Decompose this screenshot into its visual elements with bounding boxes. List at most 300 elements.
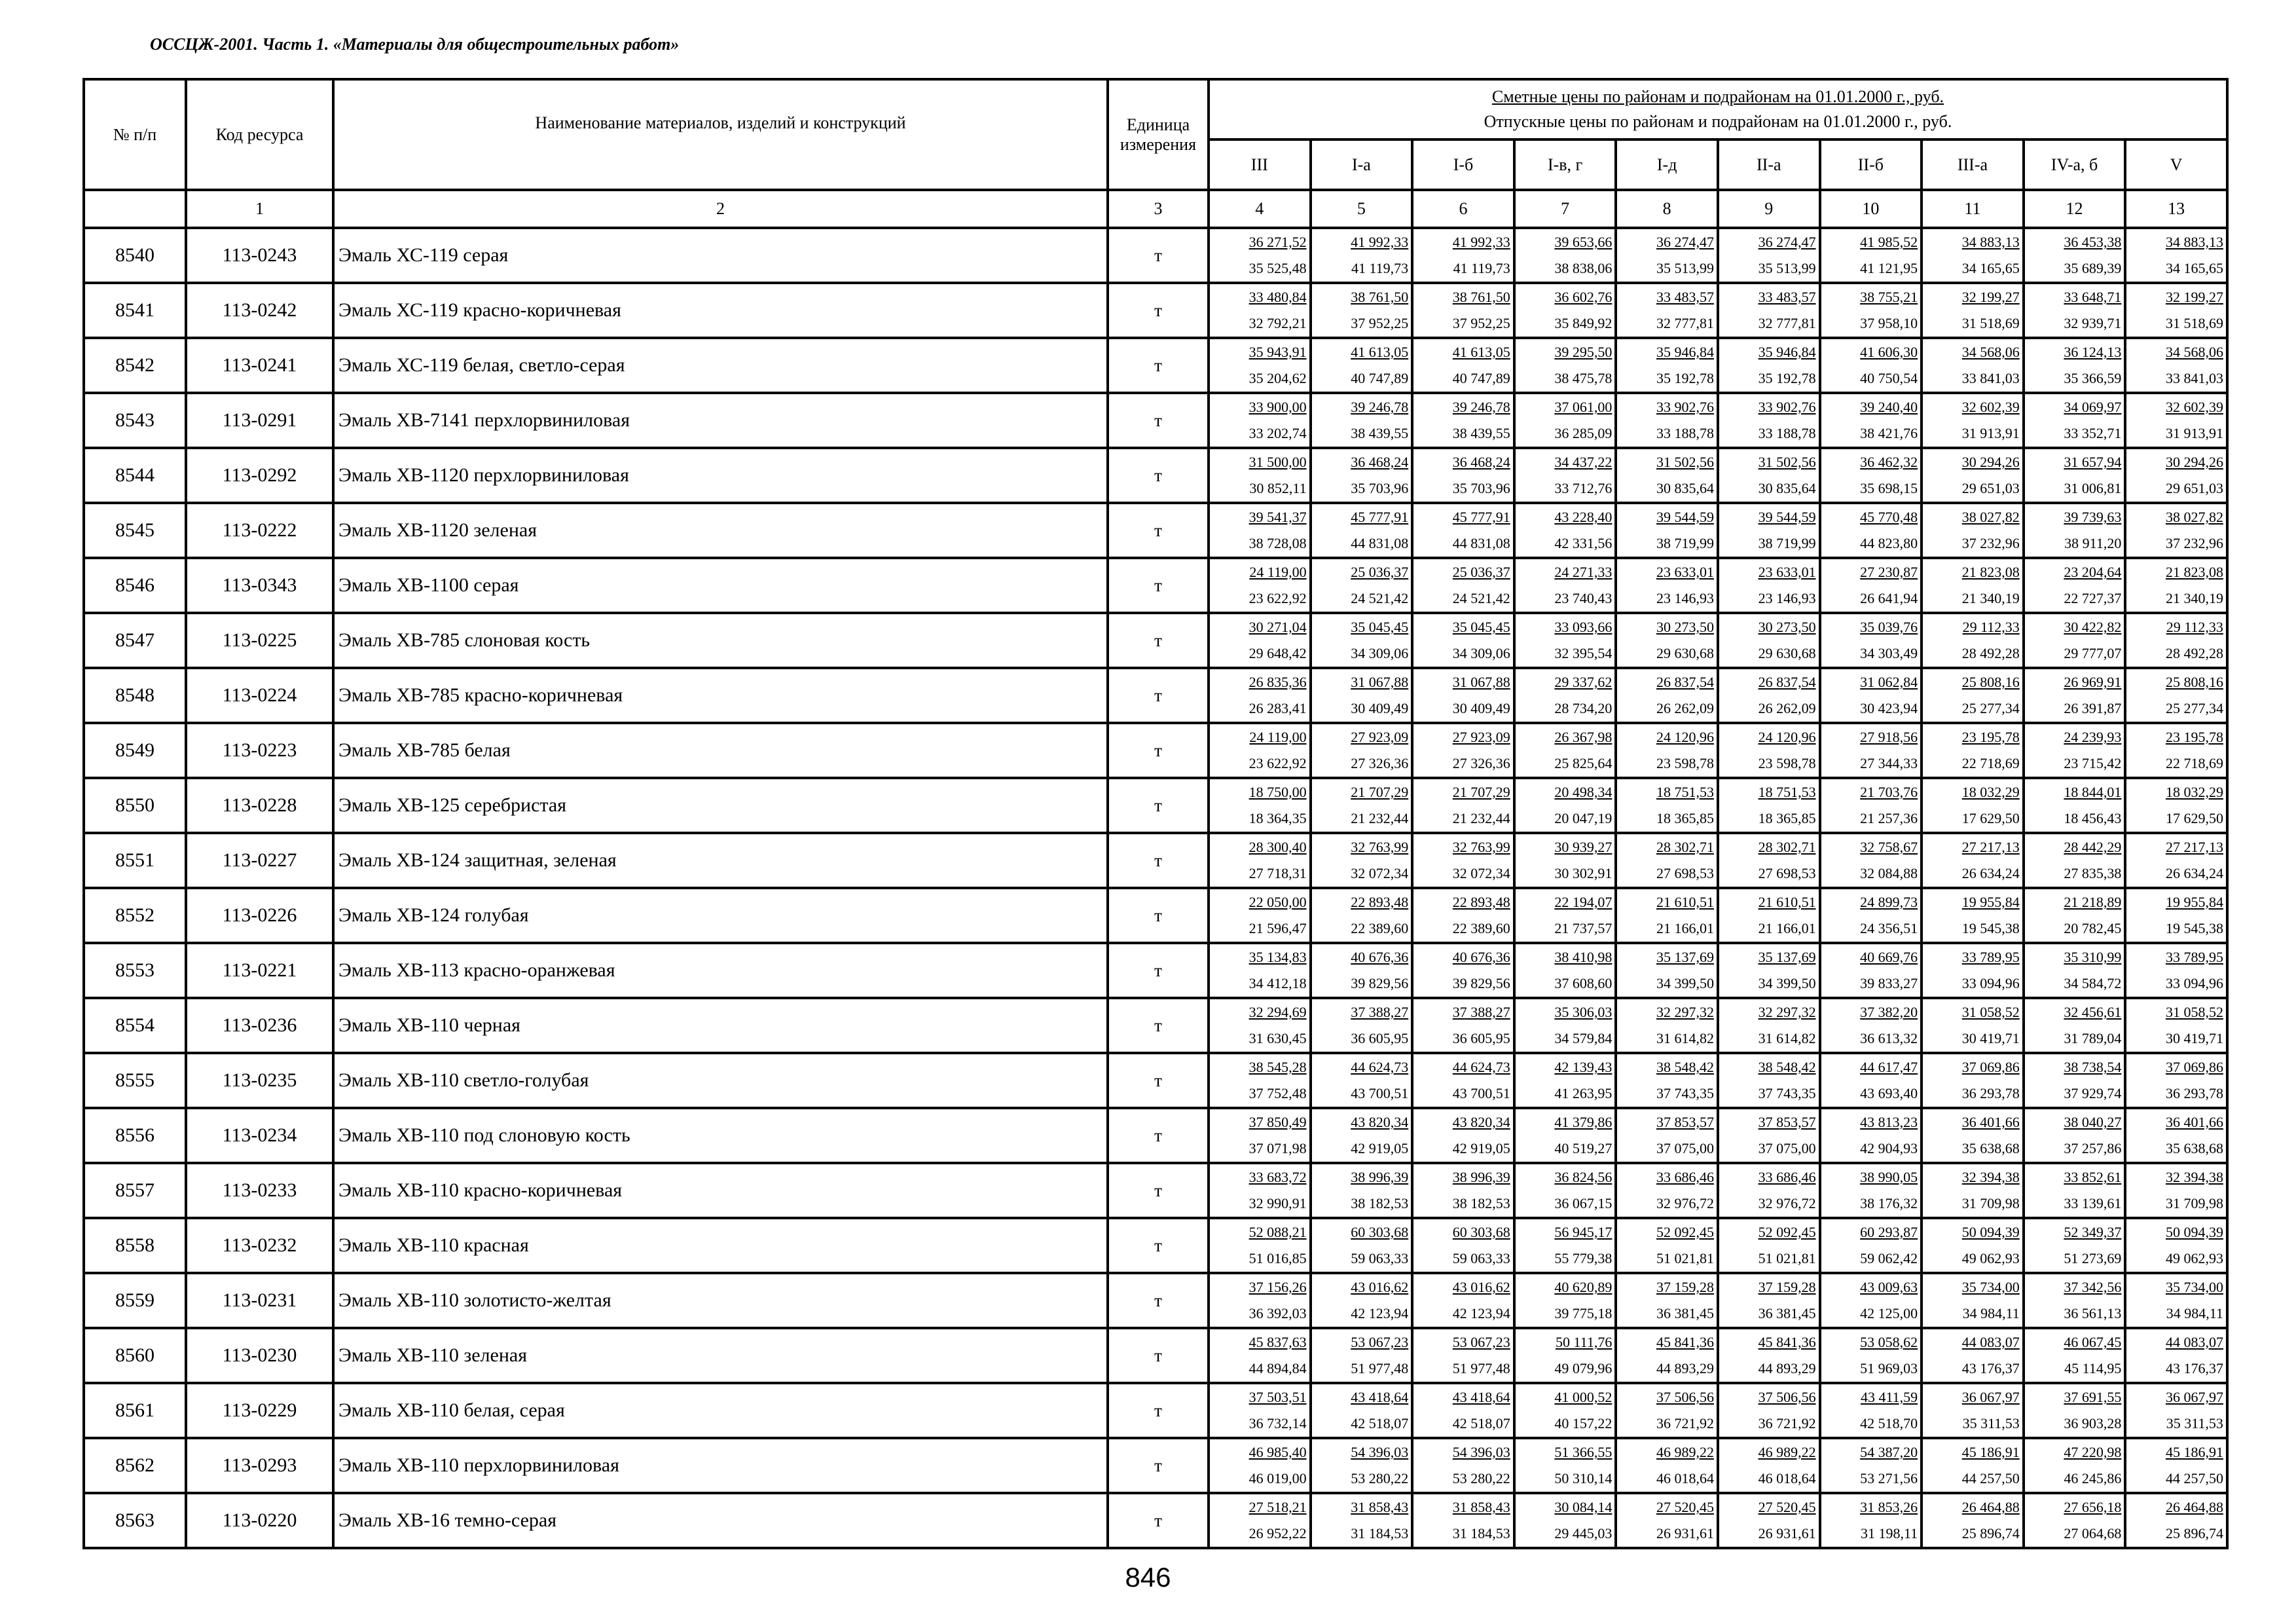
selling-price: 38 439,55 [1452,425,1510,441]
price-cell [1719,1109,1821,1162]
selling-price: 35 703,96 [1452,480,1510,496]
estimate-price: 38 410,98 [1554,949,1613,965]
estimate-price: 38 996,39 [1452,1169,1510,1185]
estimate-price: 33 686,46 [1758,1169,1816,1185]
price-cell [2025,229,2127,282]
selling-price: 31 630,45 [1248,1030,1307,1046]
table-row [84,998,2227,1053]
colnum-5: 5 [1312,191,1414,227]
estimate-price: 21 823,08 [2165,564,2223,580]
price-cell [1617,284,1719,337]
selling-price: 35 311,53 [2166,1415,2223,1431]
selling-price: 34 303,49 [1860,645,1918,661]
price-cell [1923,559,2025,612]
selling-price: 26 391,87 [2064,700,2122,716]
price-cells [1209,1493,2227,1548]
unit: т [1108,1328,1209,1383]
estimate-price: 36 271,52 [1248,234,1307,250]
selling-price: 29 651,03 [1961,480,2020,496]
row-number: 8562 [84,1438,186,1493]
price-cell [2126,889,2226,942]
selling-price: 37 743,35 [1758,1085,1816,1101]
price-cell [2126,284,2226,337]
material-name: Эмаль ХВ-110 красно-коричневая [333,1163,1108,1218]
selling-price: 53 271,56 [1860,1470,1918,1486]
selling-price: 33 139,61 [2064,1195,2122,1211]
price-cell [1516,1219,1618,1272]
material-name: Эмаль ХВ-124 голубая [333,888,1108,943]
row-number: 8550 [84,778,186,833]
price-cell [1821,1054,1923,1107]
table-row [84,338,2227,393]
estimate-price: 32 199,27 [1961,289,2020,305]
selling-price: 32 777,81 [1656,315,1714,331]
price-cell [1516,229,1618,282]
price-cell [2025,779,2127,832]
material-name: Эмаль ХВ-110 под слоновую кость [333,1108,1108,1163]
price-cell [2025,1439,2127,1492]
table-row [84,1328,2227,1383]
estimate-price: 35 045,45 [1351,619,1409,635]
selling-price: 37 743,35 [1656,1085,1714,1101]
row-number: 8551 [84,833,186,888]
selling-price: 28 734,20 [1554,700,1613,716]
estimate-price: 24 119,00 [1249,564,1307,580]
selling-price: 30 835,64 [1758,480,1816,496]
estimate-price: 41 992,33 [1351,234,1409,250]
unit: т [1108,613,1209,668]
price-cell [2025,284,2127,337]
price-cell [1923,1384,2025,1437]
price-cell [1312,614,1414,667]
price-cell [2126,1274,2226,1327]
row-number: 8556 [84,1108,186,1163]
estimate-price: 35 134,83 [1248,949,1307,965]
estimate-price: 38 761,50 [1351,289,1409,305]
selling-price: 35 689,39 [2064,260,2122,276]
column-number-row [84,190,2227,228]
estimate-price: 21 707,29 [1351,784,1409,800]
price-cell [1617,1439,1719,1492]
price-cell [1413,724,1516,777]
selling-price: 30 409,49 [1351,700,1409,716]
price-cell [1923,284,2025,337]
resource-code: 113-0222 [186,503,333,558]
selling-price: 36 605,95 [1452,1030,1510,1046]
selling-price: 44 894,84 [1248,1360,1307,1376]
table-row [84,1108,2227,1163]
estimate-price: 27 520,45 [1656,1499,1714,1515]
price-cell [1413,889,1516,942]
selling-price: 36 903,28 [2064,1415,2122,1431]
price-cell [1413,1109,1516,1162]
material-name: Эмаль ХВ-110 черная [333,998,1108,1053]
estimate-price: 35 039,76 [1860,619,1918,635]
selling-price: 23 146,93 [1758,590,1816,606]
price-cells [1209,778,2227,833]
document-title: ОССЦЖ-2001. Часть 1. «Материалы для общестроительных работ» [150,35,680,54]
price-cell [1923,889,2025,942]
selling-price: 35 192,78 [1656,370,1714,386]
estimate-price: 43 813,23 [1860,1114,1918,1130]
price-cell [1312,394,1414,447]
price-cell [1617,779,1719,832]
selling-price: 23 622,92 [1248,590,1307,606]
resource-code: 113-0231 [186,1273,333,1328]
material-name: Эмаль ХВ-1120 зеленая [333,503,1108,558]
estimate-price: 31 058,52 [1961,1004,2020,1020]
selling-price: 38 176,32 [1860,1195,1918,1211]
selling-price: 31 184,53 [1452,1525,1510,1541]
resource-code: 113-0242 [186,283,333,338]
estimate-price: 38 755,21 [1860,289,1918,305]
price-cell [1719,1219,1821,1272]
estimate-price: 33 902,76 [1758,399,1816,415]
price-cell [1516,284,1618,337]
price-cells [1209,1053,2227,1108]
selling-price: 30 835,64 [1656,480,1714,496]
unit: т [1108,228,1209,283]
selling-price: 53 280,22 [1351,1470,1409,1486]
price-cell [1516,1109,1618,1162]
price-cell [2126,1109,2226,1162]
price-cells [1209,1163,2227,1218]
row-number: 8543 [84,393,186,448]
price-cell [1719,1494,1821,1547]
price-cell [1312,834,1414,887]
estimate-price: 37 850,49 [1248,1114,1307,1130]
estimate-price: 28 302,71 [1656,839,1714,855]
material-name: Эмаль ХС-119 белая, светло-серая [333,338,1108,393]
selling-price: 27 344,33 [1860,755,1918,771]
estimate-price: 30 273,50 [1758,619,1816,635]
material-name: Эмаль ХС-119 красно-коричневая [333,283,1108,338]
region-header: I-а [1312,141,1414,189]
row-number: 8547 [84,613,186,668]
row-number: 8542 [84,338,186,393]
price-cell [1516,1439,1618,1492]
estimate-price: 31 502,56 [1758,454,1816,470]
price-cell [1516,889,1618,942]
estimate-price: 46 989,22 [1758,1444,1816,1460]
selling-price: 26 952,22 [1248,1525,1307,1541]
selling-price: 33 712,76 [1554,480,1613,496]
estimate-price: 36 401,66 [1961,1114,2020,1130]
estimate-price: 38 548,42 [1656,1059,1714,1075]
selling-price: 59 062,42 [1860,1250,1918,1266]
price-cell [1923,1494,2025,1547]
estimate-price: 38 990,05 [1860,1169,1918,1185]
estimate-price: 21 703,76 [1860,784,1918,800]
estimate-price: 53 067,23 [1351,1334,1409,1350]
estimate-price: 30 939,27 [1554,839,1613,855]
price-cell [1312,449,1414,502]
selling-price: 51 977,48 [1351,1360,1409,1376]
price-cell [1617,1054,1719,1107]
price-cell [1719,944,1821,997]
price-cell [1617,339,1719,392]
price-cell [1923,944,2025,997]
price-cell [1312,1494,1414,1547]
row-number: 8552 [84,888,186,943]
table-row [84,778,2227,833]
selling-price: 50 310,14 [1554,1470,1613,1486]
estimate-price: 24 120,96 [1758,729,1816,745]
table-row [84,1383,2227,1438]
price-cell [2025,834,2127,887]
estimate-price: 27 656,18 [2064,1499,2122,1515]
estimate-price: 30 084,14 [1554,1499,1613,1515]
price-cell [1413,1384,1516,1437]
selling-price: 36 293,78 [2165,1085,2223,1101]
selling-price: 34 984,11 [2166,1305,2223,1321]
row-number: 8560 [84,1328,186,1383]
price-cell [1210,394,1312,447]
price-cells [1209,448,2227,503]
estimate-price: 44 083,07 [2165,1334,2223,1350]
row-number: 8544 [84,448,186,503]
price-cell [1617,559,1719,612]
header-selling-prices: Отпускные цены по районам и подрайонам на 01.01.2000 г., руб. [1484,112,1952,131]
price-cell [2126,724,2226,777]
price-cell [1617,724,1719,777]
price-cell [2126,944,2226,997]
region-header: IV-а, б [2025,141,2127,189]
estimate-price: 26 464,88 [2165,1499,2223,1515]
selling-price: 38 911,20 [2064,535,2122,551]
price-cell [1210,1109,1312,1162]
price-cell [1312,1329,1414,1382]
resource-code: 113-0224 [186,668,333,723]
estimate-price: 30 294,26 [1961,454,2020,470]
price-cell [1516,1329,1618,1382]
colnum-prices [1209,190,2227,228]
price-cell [1821,1384,1923,1437]
selling-price: 40 750,54 [1860,370,1918,386]
price-cell [1821,229,1923,282]
selling-price: 40 157,22 [1554,1415,1613,1431]
price-cell [1719,834,1821,887]
estimate-price: 41 379,86 [1554,1114,1613,1130]
selling-price: 29 445,03 [1554,1525,1613,1541]
price-cell [1210,614,1312,667]
material-name: Эмаль ХВ-124 защитная, зеленая [333,833,1108,888]
price-cell [1821,1164,1923,1217]
selling-price: 33 188,78 [1758,425,1816,441]
selling-price: 43 700,51 [1351,1085,1409,1101]
estimate-price: 60 303,68 [1452,1224,1510,1240]
estimate-price: 43 411,59 [1860,1389,1918,1405]
selling-price: 18 364,35 [1248,810,1307,826]
selling-price: 34 399,50 [1758,975,1816,991]
price-cell [1719,1384,1821,1437]
estimate-price: 20 498,34 [1554,784,1613,800]
table-row [84,668,2227,723]
selling-price: 39 829,56 [1452,975,1510,991]
row-number: 8546 [84,558,186,613]
selling-price: 31 518,69 [1961,315,2020,331]
estimate-price: 31 058,52 [2165,1004,2223,1020]
price-cell [1210,1384,1312,1437]
estimate-price: 36 274,47 [1758,234,1816,250]
price-cell [2126,229,2226,282]
price-cell [1413,779,1516,832]
price-cell [1413,504,1516,557]
estimate-price: 54 387,20 [1860,1444,1918,1460]
selling-price: 46 245,86 [2064,1470,2122,1486]
price-cell [1413,1274,1516,1327]
price-cell [1413,559,1516,612]
row-number: 8549 [84,723,186,778]
estimate-price: 54 396,03 [1351,1444,1409,1460]
selling-price: 42 123,94 [1452,1305,1510,1321]
estimate-price: 27 918,56 [1860,729,1918,745]
header-no: № п/п [84,79,186,190]
colnum-4: 4 [1210,191,1312,227]
price-cell [1821,284,1923,337]
selling-price: 37 071,98 [1248,1140,1307,1156]
unit: т [1108,1163,1209,1218]
price-cell [1210,779,1312,832]
estimate-price: 32 602,39 [2165,399,2223,415]
estimate-price: 32 294,69 [1248,1004,1307,1020]
estimate-price: 35 310,99 [2064,949,2122,965]
selling-price: 31 913,91 [1961,425,2020,441]
estimate-price: 27 923,09 [1351,729,1409,745]
selling-price: 22 718,69 [2165,755,2223,771]
selling-price: 35 311,53 [1962,1415,2020,1431]
price-cell [2126,1494,2226,1547]
price-cell [1719,779,1821,832]
price-cells [1209,723,2227,778]
selling-price: 38 838,06 [1554,260,1613,276]
price-cell [1312,284,1414,337]
estimate-price: 24 119,00 [1249,729,1307,745]
selling-price: 33 094,96 [1961,975,2020,991]
selling-price: 27 326,36 [1452,755,1510,771]
selling-price: 31 614,82 [1656,1030,1714,1046]
selling-price: 45 114,95 [2064,1360,2122,1376]
resource-code: 113-0232 [186,1218,333,1273]
selling-price: 25 896,74 [2165,1525,2223,1541]
unit: т [1108,668,1209,723]
price-cell [1210,1219,1312,1272]
price-cell [1312,1384,1414,1437]
estimate-price: 45 186,91 [1961,1444,2020,1460]
colnum-3: 3 [1108,190,1209,228]
estimate-price: 18 751,53 [1758,784,1816,800]
price-cell [1617,944,1719,997]
estimate-price: 36 602,76 [1554,289,1613,305]
estimate-price: 53 067,23 [1452,1334,1510,1350]
selling-price: 51 021,81 [1758,1250,1816,1266]
price-cell [2126,339,2226,392]
estimate-price: 56 945,17 [1554,1224,1613,1240]
selling-price: 26 634,24 [2165,865,2223,881]
estimate-price: 36 067,97 [2165,1389,2223,1405]
selling-price: 20 047,19 [1554,810,1613,826]
row-number: 8559 [84,1273,186,1328]
price-cell [1516,779,1618,832]
selling-price: 30 419,71 [2165,1030,2223,1046]
estimate-price: 37 853,57 [1656,1114,1714,1130]
estimate-price: 33 789,95 [2165,949,2223,965]
estimate-price: 30 294,26 [2165,454,2223,470]
estimate-price: 22 050,00 [1248,894,1307,910]
estimate-price: 18 750,00 [1248,784,1307,800]
estimate-price: 22 194,07 [1554,894,1613,910]
price-cell [1821,779,1923,832]
selling-price: 24 521,42 [1351,590,1409,606]
selling-price: 37 075,00 [1656,1140,1714,1156]
selling-price: 31 518,69 [2165,315,2223,331]
price-cell [1821,944,1923,997]
estimate-price: 33 902,76 [1656,399,1714,415]
selling-price: 44 257,50 [1961,1470,2020,1486]
colnum-7: 7 [1516,191,1618,227]
selling-price: 21 737,57 [1554,920,1613,936]
estimate-price: 27 518,21 [1248,1499,1307,1515]
price-cell [1923,394,2025,447]
estimate-price: 25 036,37 [1452,564,1510,580]
estimate-price: 35 943,91 [1248,344,1307,360]
colnum-12: 12 [2025,191,2127,227]
colnum-6: 6 [1413,191,1516,227]
price-cell [1719,1054,1821,1107]
selling-price: 35 513,99 [1758,260,1816,276]
price-cell [1923,1219,2025,1272]
price-cell [1210,1054,1312,1107]
region-header: I-б [1413,141,1516,189]
price-cell [1617,1274,1719,1327]
row-number: 8541 [84,283,186,338]
price-cell [1516,834,1618,887]
selling-price: 37 958,10 [1860,315,1918,331]
selling-price: 38 421,76 [1860,425,1918,441]
estimate-price: 38 545,28 [1248,1059,1307,1075]
price-cell [1617,229,1719,282]
price-cell [2025,724,2127,777]
estimate-price: 53 058,62 [1860,1334,1918,1350]
selling-price: 25 825,64 [1554,755,1613,771]
selling-price: 21 340,19 [2165,590,2223,606]
estimate-price: 36 453,38 [2064,234,2122,250]
selling-price: 34 412,18 [1248,975,1307,991]
price-cells [1209,558,2227,613]
selling-price: 31 709,98 [1961,1195,2020,1211]
price-cell [1821,394,1923,447]
colnum-11: 11 [1923,191,2025,227]
resource-code: 113-0291 [186,393,333,448]
selling-price: 36 285,09 [1554,425,1613,441]
selling-price: 51 977,48 [1452,1360,1510,1376]
selling-price: 31 913,91 [2165,425,2223,441]
price-cells [1209,613,2227,668]
selling-price: 32 990,91 [1248,1195,1307,1211]
selling-price: 31 709,98 [2165,1195,2223,1211]
selling-price: 23 740,43 [1554,590,1613,606]
selling-price: 51 273,69 [2064,1250,2122,1266]
selling-price: 36 293,78 [1961,1085,2020,1101]
estimate-price: 25 808,16 [2165,674,2223,690]
estimate-price: 33 480,84 [1248,289,1307,305]
selling-price: 37 232,96 [1961,535,2020,551]
estimate-price: 43 418,64 [1351,1389,1409,1405]
price-cell [1516,1384,1618,1437]
estimate-price: 29 112,33 [2166,619,2223,635]
price-cell [1923,779,2025,832]
estimate-price: 33 648,71 [2064,289,2122,305]
